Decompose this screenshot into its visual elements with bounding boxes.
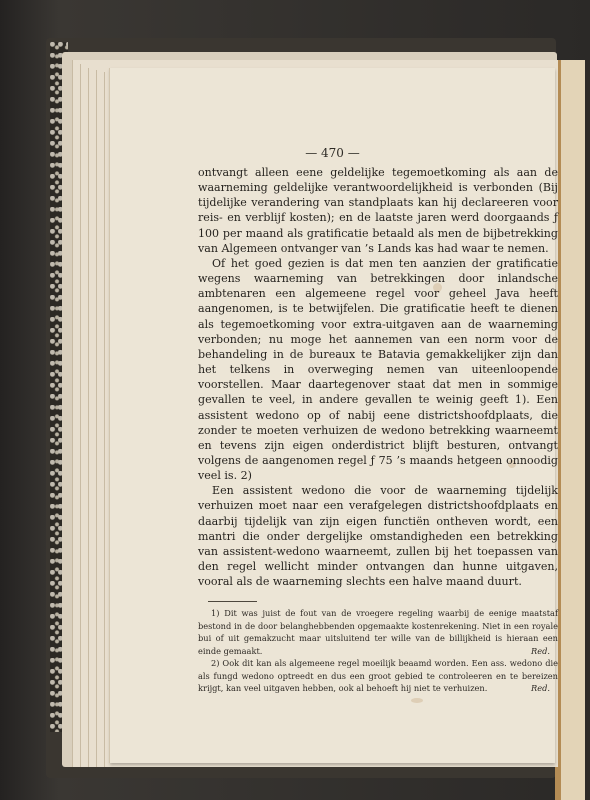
footnotes <box>198 607 558 695</box>
page-number: — 470 — <box>305 146 360 160</box>
footnote <box>198 607 558 657</box>
editor-signature: Red. <box>531 645 550 656</box>
paragraph: ontvangt alleen eene geldelijke tegemoetkoming als aan de waarneming geldelijke verantwoordelijkheid is verbonden (Bij tijdelijke verandering van standplaats kan hij declareeren voor reis- en verblijf kosten); en de laatste jaren werd doorgaands ƒ 100 per maand als gratificatie betaald als men de bijbetrekking van Algemeen ontvanger van ’s Lands kas had waar te nemen. <box>198 166 558 255</box>
book-board-edge <box>555 60 590 800</box>
book-page <box>110 68 558 763</box>
paragraph: Of het goed gezien is dat men ten aanzien der gratificatie wegens waarneming van betrekkingen door inlandsche ambtenaren een algemeene regel voor geheel Java heeft aangenomen, is te betwijfelen. Die gratificatie heeft te dienen als tegemoetkoming voor extra-uitgaven aan de waarneming verbonden; nu moge het aannemen van een norm voor de behandeling in de bureaux te Batavia gemakkelijker zijn dan het telkens in overweging nemen van uiteenloopende voorstellen. Maar daartegenover staat dat men in sommige gevallen te veel, in andere gevallen te weinig geeft 1). Een assistent wedono op of nabij eene districtshoofdplaats, die zonder te moeten verhuizen de wedono betrekking waarneemt en tevens zijn eigen onderdistrict blijft besturen, ontvangt volgens de aangenomen regel ƒ 75 ’s maands hetgeen onnoodig veel is. 2) <box>198 256 558 483</box>
page-body <box>198 165 558 589</box>
footnote-rule <box>208 601 257 602</box>
footnote-text: 1) Dit was juist de fout van de vroegere regeling waarbij de eenige maatstaf bestond in de door belanghebbenden opgemaakte kostenrekening. Niet in een royale bui of uit gemakzucht maar uitsluitend ter wille van de billijkheid is hieraan een einde gemaakt. <box>198 608 558 656</box>
footnote <box>198 657 558 695</box>
footnote-text: 2) Ook dit kan als algemeene regel moeilijk beaamd worden. Een ass. wedono die als fungd wedono optreedt en dus een groot gebied te controleeren en te bereizen krijgt, kan veel uitgaven hebben, ook al behoeft hij niet te verhuizen. <box>198 658 558 693</box>
editor-signature: Red. <box>531 683 550 693</box>
paragraph: Een assistent wedono die voor de waarneming tijdelijk verhuizen moet naar een verafgelegen districtshoofdplaats en daarbij tijdelijk van zijn eigen functiën ontheven wordt, een mantri die onder dergelijke omstandigheden een betrekking van assistent-wedono waarneemt, zullen bij het toepassen van den regel wellicht minder ontvangen dan hunne uitgaven, vooral als de waarneming slechts een halve maand duurt. <box>198 484 558 589</box>
